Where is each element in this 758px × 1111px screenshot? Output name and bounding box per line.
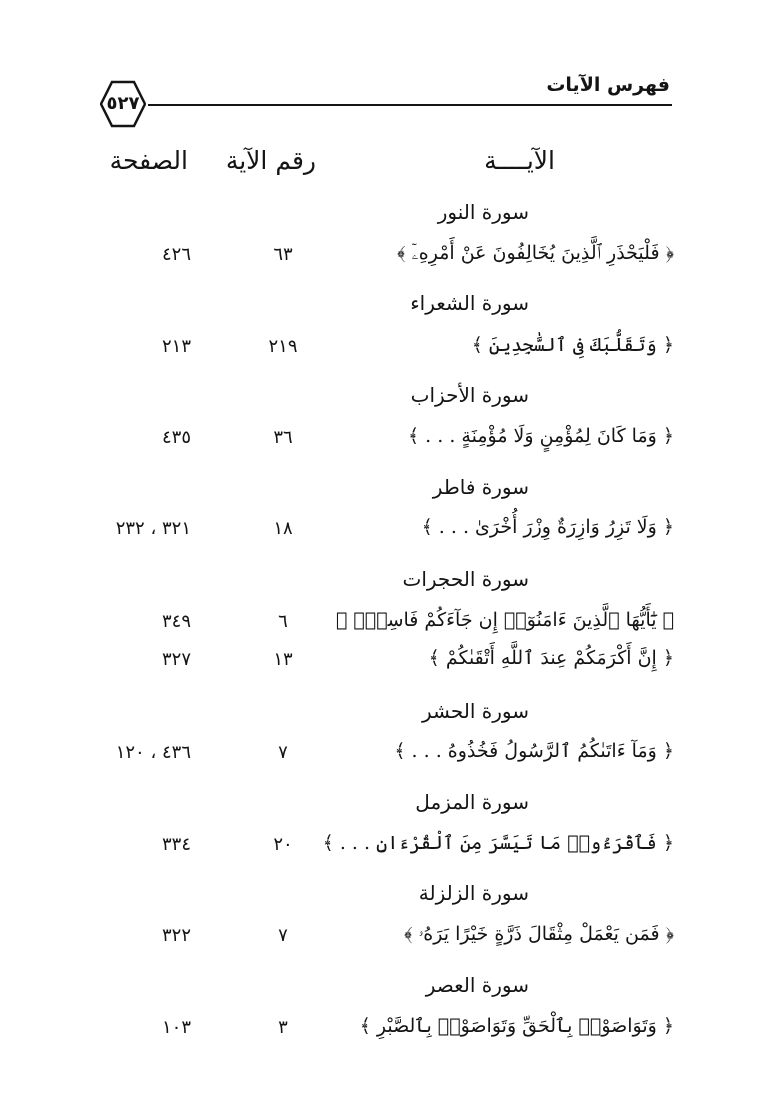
- verse-text: ﴿ إِنَّ أَكْرَمَكُمْ عِندَ ٱللَّهِ أَتْقَىٰكُمْ ﴾: [428, 647, 674, 669]
- verse-text: ﴿ يَٰٓأَيُّهَا ٱلَّذِينَ ءَامَنُوٓا۟ إِن جَآءَكُمْ فَاسِقٌۢ ﴾: [335, 609, 674, 631]
- surah-title: سورة الحشر: [421, 699, 529, 723]
- verse-text: ﴿ فَلْيَحْذَرِ ٱلَّذِينَ يُخَالِفُونَ عَنْ أَمْرِهِۦٓ ﴾: [397, 242, 674, 264]
- verse-text: ﴿ وَمَآ ءَاتَىٰكُمُ ٱلرَّسُولُ فَخُذُوهُ . . . ﴾: [394, 740, 674, 762]
- header-rule: [148, 104, 672, 106]
- surah-title: سورة النور: [437, 200, 529, 224]
- verse-number: ٧: [278, 925, 288, 946]
- page-number: ٥٢٧: [106, 93, 140, 114]
- surah-title: سورة الشعراء: [410, 291, 529, 315]
- verse-number: ٣٦: [273, 427, 293, 448]
- running-title: فهرس الآيات: [546, 74, 670, 96]
- surah-title: سورة العصر: [425, 973, 529, 997]
- page-reference: ٣٤٩: [161, 611, 191, 632]
- verse-text: ﴿ فَمَن يَعْمَلْ مِثْقَالَ ذَرَّةٍ خَيْرًا يَرَهُۥ ﴾: [404, 923, 674, 945]
- verse-number: ٦: [278, 611, 288, 632]
- verse-text: ﴿ وَلَا تَزِرُ وَازِرَةٌ وِزْرَ أُخْرَىٰ . . . ﴾: [421, 516, 674, 538]
- verse-text: ﴿ وَتَقَلُّبَكَ فِى ٱلسَّٰجِدِينَ ﴾: [471, 334, 674, 356]
- surah-title: سورة الأحزاب: [410, 383, 529, 407]
- verse-number: ٦٣: [273, 244, 293, 265]
- page-reference: ٤٣٥: [161, 427, 191, 448]
- column-heading-page: الصفحة: [109, 146, 188, 175]
- page-reference: ٤٢٦: [161, 244, 191, 265]
- verse-number: ١٣: [273, 649, 293, 670]
- verse-number: ٣: [278, 1017, 288, 1038]
- page-reference: ٢١٣: [161, 336, 191, 357]
- column-heading-verse: الآيــــة: [484, 146, 555, 175]
- verse-text: ﴿ وَتَوَاصَوْا۟ بِٱلْحَقِّ وَتَوَاصَوْا۟ بِٱلصَّبْرِ ﴾: [359, 1015, 674, 1037]
- verse-text: ﴿ فَٱقْرَءُوا۟ مَا تَيَسَّرَ مِنَ ٱلْقُرْءَانِ . . . ﴾: [322, 832, 674, 854]
- page-number-badge: [100, 80, 146, 128]
- verse-number: ٢١٩: [268, 336, 298, 357]
- column-heading-verse-number: رقم الآية: [225, 146, 316, 175]
- verse-number: ٢٠: [273, 834, 293, 855]
- page-reference: ٣٢١ ، ٢٣٢: [115, 518, 191, 539]
- page-reference: ٣٢٧: [161, 649, 191, 670]
- surah-title: سورة الزلزلة: [418, 881, 529, 905]
- verse-number: ٧: [278, 742, 288, 763]
- surah-title: سورة المزمل: [415, 790, 529, 814]
- surah-title: سورة الحجرات: [402, 567, 529, 591]
- page-reference: ٤٣٦ ، ١٢٠: [115, 742, 191, 763]
- page-reference: ٣٢٢: [161, 925, 191, 946]
- page-reference: ٣٣٤: [161, 834, 191, 855]
- surah-title: سورة فاطر: [432, 475, 529, 499]
- page-reference: ١٠٣: [161, 1017, 191, 1038]
- verse-text: ﴿ وَمَا كَانَ لِمُؤْمِنٍ وَلَا مُؤْمِنَةٍ . . . ﴾: [408, 425, 674, 447]
- verse-number: ١٨: [273, 518, 293, 539]
